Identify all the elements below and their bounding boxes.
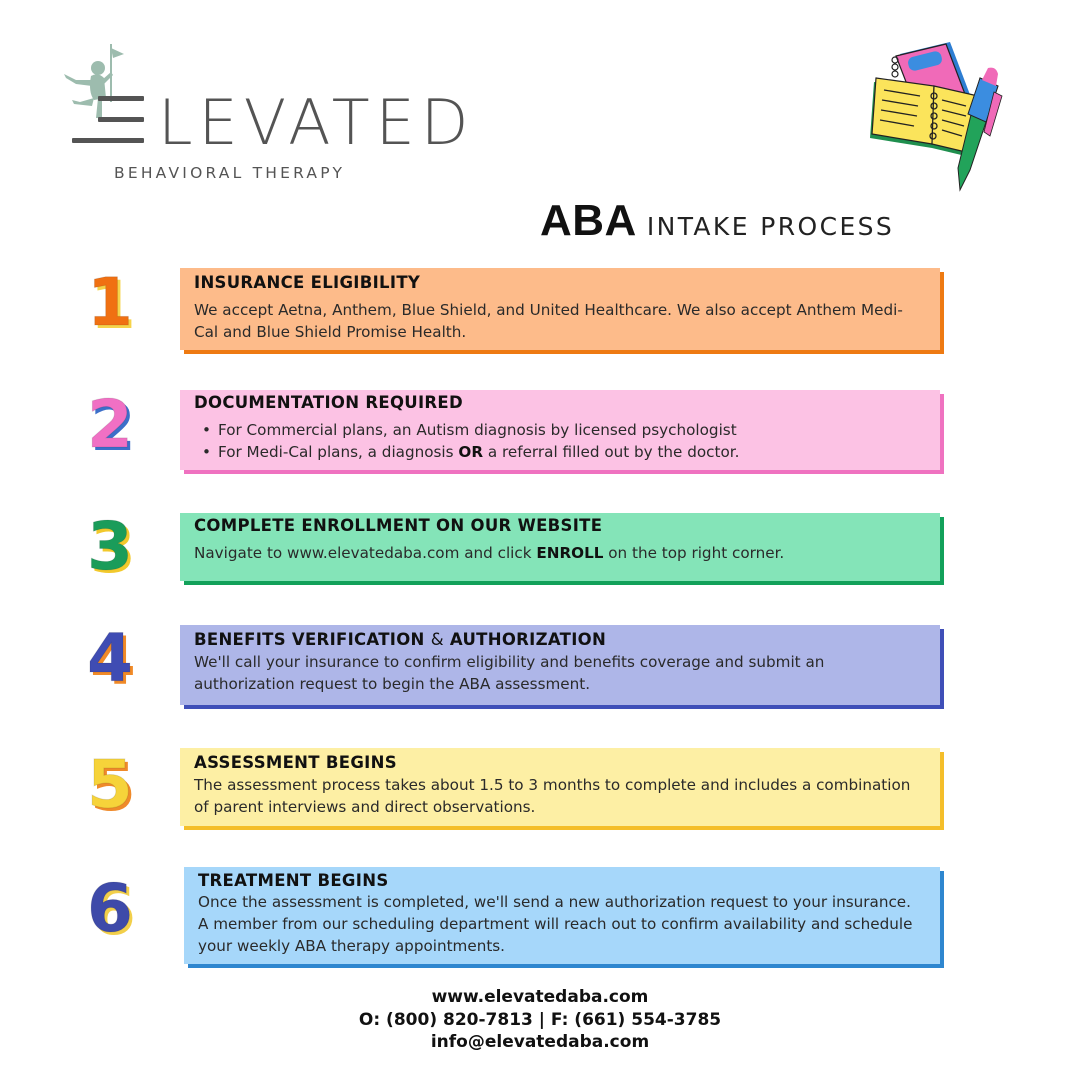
step-number: 4 [87, 620, 133, 697]
step-card [180, 513, 940, 581]
step-title: INSURANCE ELIGIBILITY [194, 273, 421, 292]
website-link[interactable]: www.elevatedaba.com [431, 987, 649, 1007]
step-body: Navigate to www.elevatedaba.com and click ENROLL on the top right corner. [194, 544, 785, 562]
email-link[interactable]: info@elevatedaba.com [430, 1032, 650, 1052]
contact-footer [0, 986, 1080, 1054]
step-number: 5 [87, 746, 133, 823]
step-body: We'll call your insurance to confirm eligibility and benefits coverage and submit an authorization request to begin the ABA assessment. [194, 653, 825, 693]
step-body: We accept Aetna, Anthem, Blue Shield, and United Healthcare. We also accept Anthem Medi-Cal and Blue Shield Promise Health. [194, 301, 903, 341]
logo-subtitle: BEHAVIORAL THERAPY [114, 164, 346, 182]
step-number: 2 [87, 386, 133, 463]
notebook-and-pen-icon [862, 40, 1012, 205]
step-title: DOCUMENTATION REQUIRED [194, 393, 463, 412]
step-title: BENEFITS VERIFICATION & AUTHORIZATION [194, 630, 607, 649]
company-logo [58, 40, 475, 190]
title-aba: ABA [540, 196, 637, 245]
step-title: TREATMENT BEGINS [198, 871, 389, 890]
step-card [184, 867, 940, 964]
list-item: • For Medi-Cal plans, a diagnosis OR a referral filled out by the doctor. [202, 441, 926, 463]
step-body: Once the assessment is completed, we'll send a new authorization request to your insurance. A member from our scheduling department will reach out to confirm availability and schedule your weekly ABA therapy appointments. [198, 893, 913, 955]
step-card [180, 268, 940, 350]
phone-fax: O: (800) 820-7813 | F: (661) 554-3785 [358, 1009, 722, 1030]
requirements-list [202, 419, 926, 463]
step-number: 1 [87, 264, 133, 341]
step-title: ASSESSMENT BEGINS [194, 753, 397, 772]
step-body: The assessment process takes about 1.5 to 3 months to complete and includes a combination of parent interviews and direct observations. [194, 776, 911, 816]
logo-e-bars [72, 96, 144, 144]
enroll-emphasis: ENROLL [536, 544, 604, 562]
page-title [540, 196, 894, 246]
step-number: 6 [87, 870, 133, 947]
step-card [180, 390, 940, 470]
list-item: • For Commercial plans, an Autism diagnosis by licensed psychologist [202, 419, 926, 441]
step-card [180, 748, 940, 826]
logo-wordmark: LEVATED [158, 86, 475, 159]
step-title: COMPLETE ENROLLMENT ON OUR WEBSITE [194, 516, 603, 535]
step-number: 3 [87, 508, 133, 585]
title-intake-process: INTAKE PROCESS [646, 212, 895, 241]
step-card [180, 625, 940, 705]
